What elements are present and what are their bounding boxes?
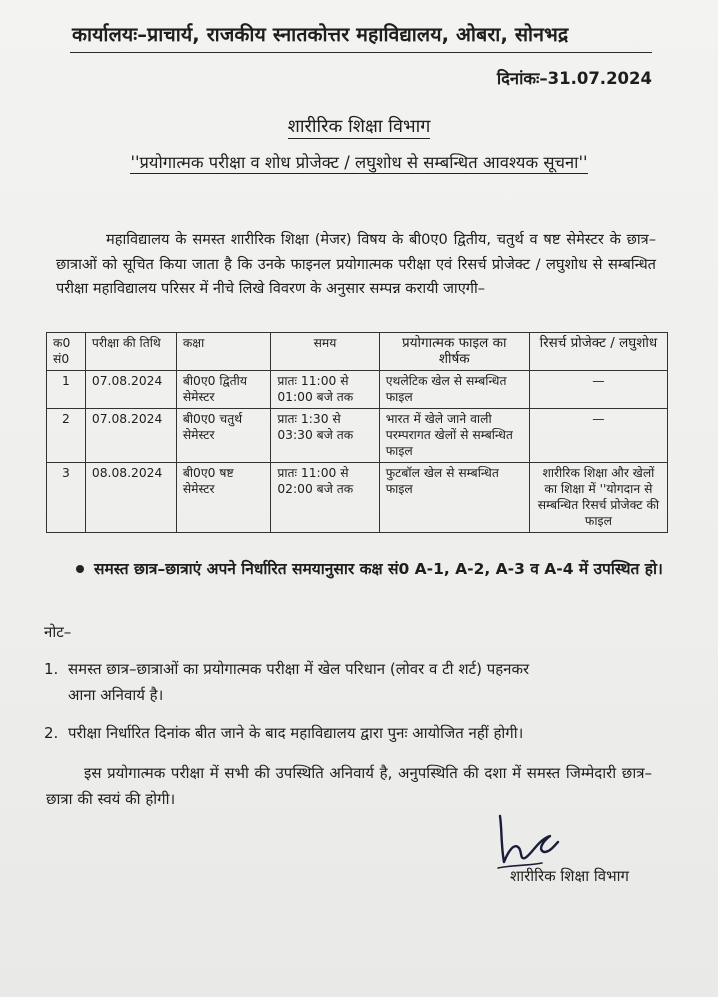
cell-date: 07.08.2024 xyxy=(85,409,176,463)
cell-research: — xyxy=(529,409,667,463)
office-heading: कार्यालयः–प्राचार्य, राजकीय स्नातकोत्तर महाविद्यालय, ओबरा, सोनभद्र xyxy=(72,23,569,46)
intro-paragraph: महाविद्यालय के समस्त शारीरिक शिक्षा (मेजर) विषय के बी0ए0 द्वितीय, चतुर्थ व षष्ट सेमेस्टर के छात्र–छात्राओं को सूचित किया जाता है कि उनके फाइनल प्रयोगात्मक परीक्षा एवं रिसर्च प्रोजेक्ट / लघुशोध से सम्बन्धित परीक्षा महाविद्यालय परिसर में नीचे लिखे विवरण के अनुसार सम्पन्न करायी जाएगी– xyxy=(56,231,656,297)
cell-time: प्रातः 11:00 से 02:00 बजे तक xyxy=(271,463,379,533)
table-row xyxy=(47,371,668,409)
header-research: रिसर्च प्रोजेक्ट / लघुशोध xyxy=(529,333,667,371)
room-instruction-text: समस्त छात्र–छात्राएं अपने निर्धारित समयानुसार कक्ष सं0 A-1, A-2, A-3 व A-4 में उपस्थित हो। xyxy=(94,560,663,578)
note-text-continued: आना अनिवार्य है। xyxy=(68,686,164,704)
note-number: 2. xyxy=(44,724,59,742)
header-class: कक्षा xyxy=(176,333,271,371)
cell-class: बी0ए0 षष्ट सेमेस्टर xyxy=(176,463,271,533)
exam-schedule-table xyxy=(46,332,668,533)
cell-serial: 1 xyxy=(47,371,86,409)
department-title: शारीरिक शिक्षा विभाग xyxy=(287,116,431,137)
cell-time: प्रातः 1:30 से 03:30 बजे तक xyxy=(271,409,379,463)
cell-serial: 3 xyxy=(47,463,86,533)
cell-research: शारीरिक शिक्षा और खेलों का शिक्षा में ''योगदान से सम्बन्धित रिसर्च प्रोजेक्ट की फाइल xyxy=(529,463,667,533)
note-item xyxy=(44,720,664,746)
table-header-row xyxy=(47,333,668,371)
cell-research: — xyxy=(529,371,667,409)
header-serial: क0 सं0 xyxy=(47,333,86,371)
cell-time: प्रातः 11:00 से 01:00 बजे तक xyxy=(271,371,379,409)
cell-class: बी0ए0 द्वितीय सेमेस्टर xyxy=(176,371,271,409)
header-file-title: प्रयोगात्मक फाइल का शीर्षक xyxy=(379,333,529,371)
heading-underline xyxy=(70,52,652,53)
cell-date: 08.08.2024 xyxy=(85,463,176,533)
notice-date: दिनांकः–31.07.2024 xyxy=(496,69,652,88)
signatory-title: शारीरिक शिक्षा विभाग xyxy=(510,867,630,885)
note-text: परीक्षा निर्धारित दिनांक बीत जाने के बाद महाविद्यालय द्वारा पुनः आयोजित नहीं होगी। xyxy=(68,724,524,742)
cell-file-title: भारत में खेले जाने वाली परम्परागत खेलों से सम्बन्धित फाइल xyxy=(379,409,529,463)
closing-paragraph: इस प्रयोगात्मक परीक्षा में सभी की उपस्थिति अनिवार्य है, अनुपस्थिति की दशा में समस्त जिम्मेदारी छात्र–छात्रा की स्वयं की होगी। xyxy=(46,764,652,808)
note-item xyxy=(44,656,664,708)
note-text: समस्त छात्र–छात्राओं का प्रयोगात्मक परीक्षा में खेल परिधान (लोवर व टी शर्ट) पहनकर xyxy=(68,660,530,678)
table-row xyxy=(47,463,668,533)
header-date: परीक्षा की तिथि xyxy=(85,333,176,371)
note-number: 1. xyxy=(44,660,59,678)
notice-subject: ''प्रयोगात्मक परीक्षा व शोध प्रोजेक्ट / लघुशोध से सम्बन्धित आवश्यक सूचना'' xyxy=(130,153,588,172)
table-row xyxy=(47,409,668,463)
note-heading: नोट– xyxy=(44,623,72,641)
handwritten-signature xyxy=(492,812,562,874)
bullet-icon xyxy=(76,565,84,573)
cell-file-title: एथलेटिक खेल से सम्बन्धित फाइल xyxy=(379,371,529,409)
cell-class: बी0ए0 चतुर्थ सेमेस्टर xyxy=(176,409,271,463)
cell-file-title: फुटबॉल खेल से सम्बन्धित फाइल xyxy=(379,463,529,533)
cell-serial: 2 xyxy=(47,409,86,463)
cell-date: 07.08.2024 xyxy=(85,371,176,409)
header-time: समय xyxy=(271,333,379,371)
